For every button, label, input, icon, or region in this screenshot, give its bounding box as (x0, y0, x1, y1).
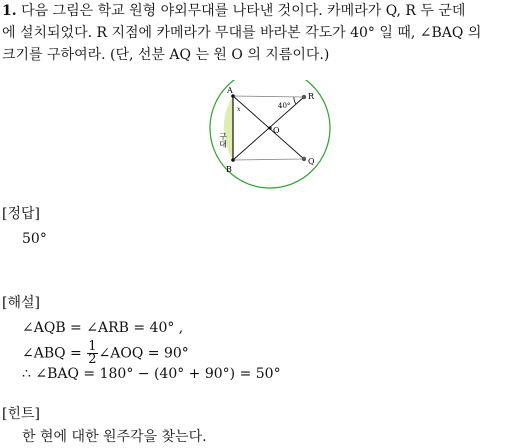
point-o (268, 126, 271, 129)
hint-label: [힌트] (2, 406, 40, 422)
circle-figure (206, 80, 334, 208)
solution-line-2-post: ∠AOQ = 90° (98, 345, 189, 362)
segment-bq (233, 159, 304, 160)
stage-label: 구대 (218, 132, 228, 148)
point-q (302, 157, 306, 161)
segment-ar (233, 96, 304, 97)
hint-text: 한 현에 대한 원주각을 찾는다. (22, 429, 207, 445)
label-o: O (273, 126, 280, 135)
fraction-one-half: $\frac{1}{2}$ (88, 339, 97, 367)
question-line-3: 크기를 구하여라. (단, 선분 AQ 는 원 O 의 지름이다.) (2, 47, 330, 63)
angle-label-40: 40° (278, 102, 291, 110)
point-r (302, 95, 306, 99)
question-text (2, 0, 530, 66)
label-r: R (308, 92, 315, 101)
angle-arc-r (294, 97, 296, 104)
solution-line-2 (22, 341, 189, 366)
label-q: Q (308, 157, 315, 166)
solution-line-3: ∴ ∠BAQ = 180° − (40° + 90°) = 50° (22, 366, 281, 382)
question-number: 1. (2, 3, 17, 19)
point-b (231, 158, 235, 162)
answer-value: 50° (22, 231, 47, 247)
question-line-2: 에 설치되었다. R 지점에 카메라가 무대를 바라본 각도가 40° 일 때, ∠BAQ 의 (2, 25, 482, 41)
stage-region (224, 96, 233, 160)
answer-label: [정답] (2, 206, 40, 222)
solution-line-2-pre: ∠ABQ = (22, 345, 87, 362)
question-line-1: 다음 그림은 학교 원형 야외무대를 나타낸 것이다. 카메라가 Q, R 두 군데 (21, 3, 466, 19)
angle-mark-x: x (237, 106, 241, 113)
solution-line-1: ∠AQB = ∠ARB = 40° , (22, 320, 184, 336)
solution-label: [해설] (2, 295, 40, 311)
label-a: A (227, 86, 233, 95)
label-b: B (226, 165, 232, 174)
